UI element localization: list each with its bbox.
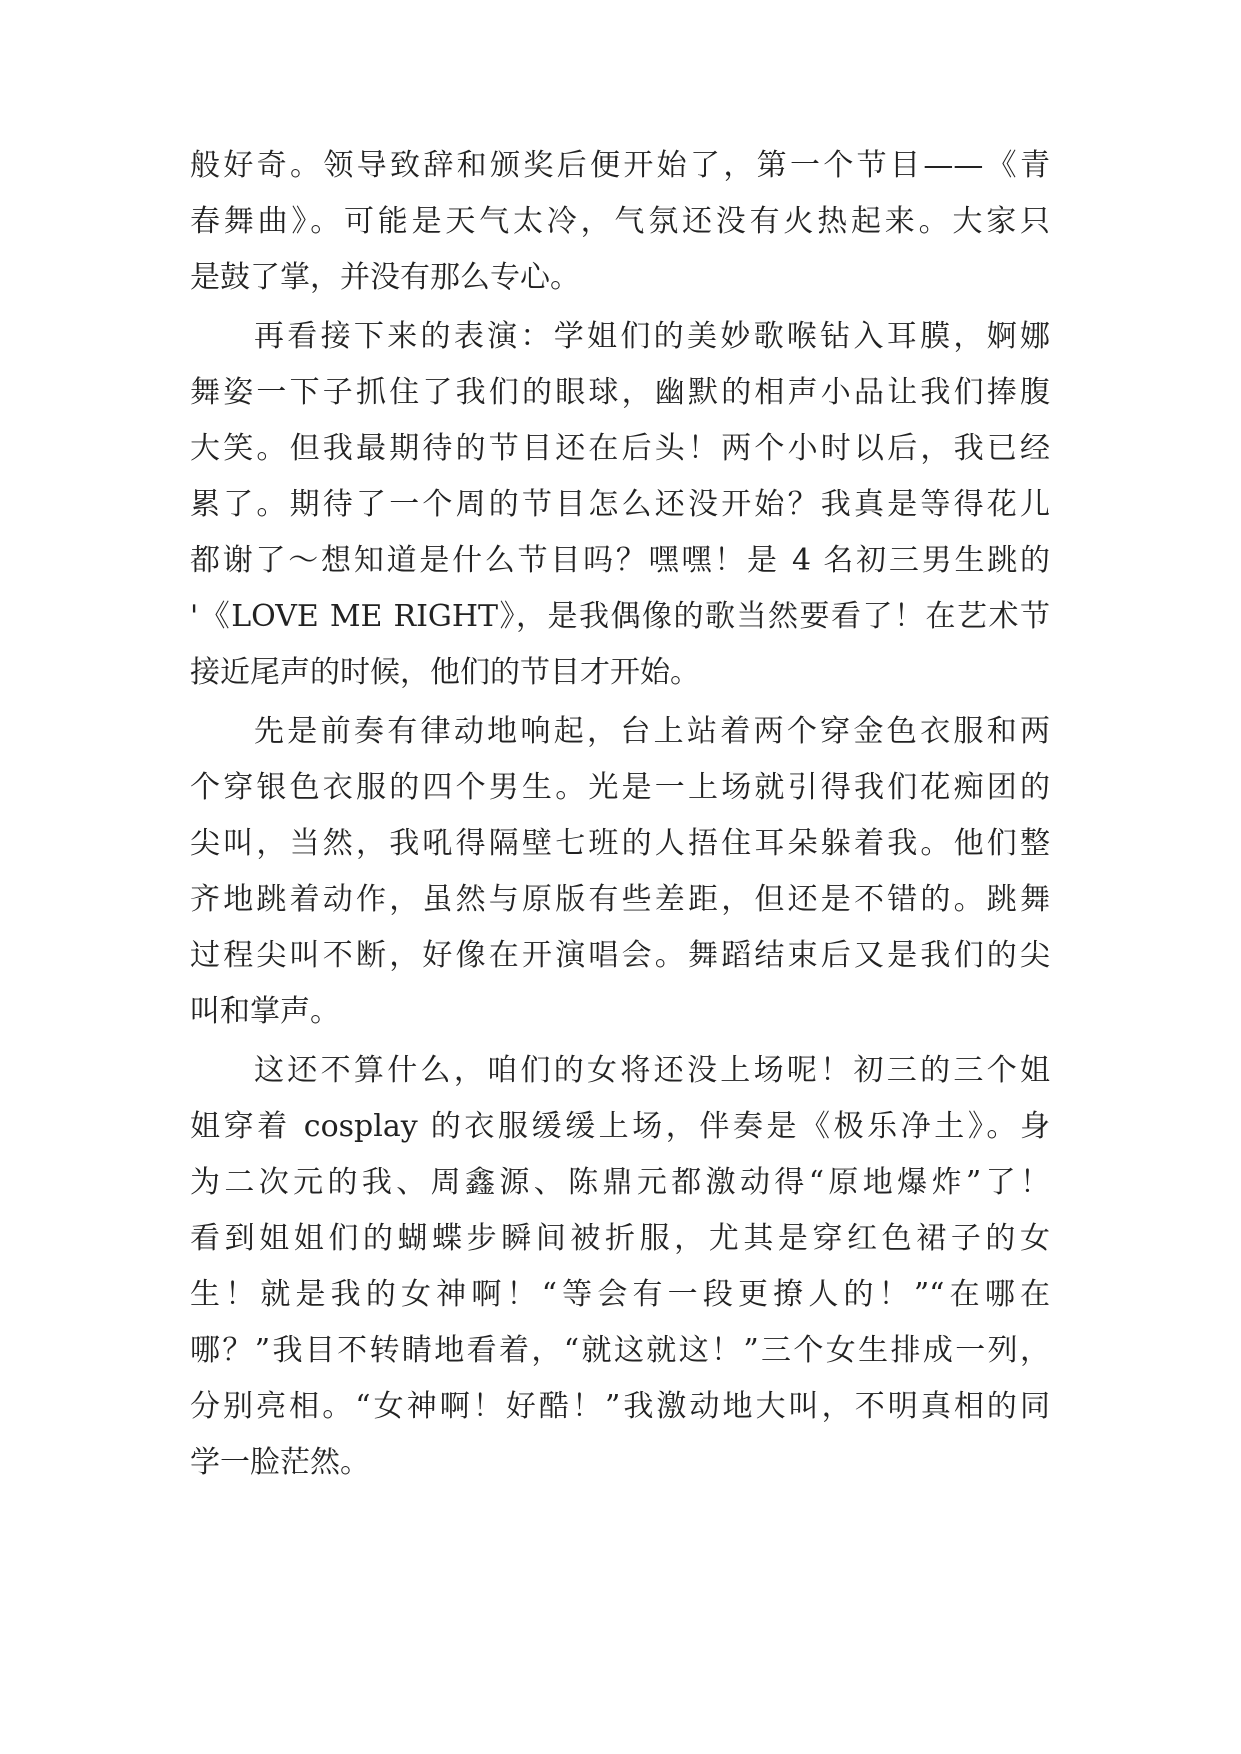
text-line: 尖叫，当然，我吼得隔壁七班的人捂住耳朵躲着我。他们整: [190, 826, 1050, 861]
text-line: 接近尾声的时候，他们的节目才开始。: [190, 655, 700, 690]
text-line: 是鼓了掌，并没有那么专心。: [190, 260, 580, 295]
text-line: 再看接下来的表演：学姐们的美妙歌喉钻入耳膜，婀娜: [254, 319, 1050, 354]
text-line: 个穿银色衣服的四个男生。光是一上场就引得我们花痴团的: [190, 770, 1050, 805]
text-line: 学一脸茫然。: [190, 1445, 370, 1480]
text-line: 舞姿一下子抓住了我们的眼球，幽默的相声小品让我们捧腹: [190, 375, 1050, 410]
text-line: 先是前奏有律动地响起，台上站着两个穿金色衣服和两: [254, 714, 1050, 749]
text-line: 分别亮相。“女神啊！好酷！”我激动地大叫，不明真相的同: [190, 1389, 1050, 1424]
text-line: 春舞曲》。可能是天气太冷，气氛还没有火热起来。大家只: [190, 204, 1050, 239]
text-line: 生！就是我的女神啊！“等会有一段更撩人的！”“在哪在: [190, 1277, 1050, 1312]
text-line: 哪？”我目不转睛地看着，“就这就这！”三个女生排成一列，: [190, 1333, 1050, 1368]
text-line: 姐穿着 cosplay 的衣服缓缓上场，伴奏是《极乐净土》。身: [190, 1109, 1050, 1144]
paragraph-1: [190, 138, 1050, 306]
text-line: '《LOVE ME RIGHT》，是我偶像的歌当然要看了！在艺术节: [190, 599, 1050, 634]
text-line: 看到姐姐们的蝴蝶步瞬间被折服，尤其是穿红色裙子的女: [190, 1221, 1050, 1256]
paragraph-3: [190, 704, 1050, 1040]
text-line: 叫和掌声。: [190, 994, 340, 1029]
document-body: [190, 138, 1050, 1491]
text-line: 过程尖叫不断，好像在开演唱会。舞蹈结束后又是我们的尖: [190, 938, 1050, 973]
paragraph-4: [190, 1043, 1050, 1491]
text-line: 齐地跳着动作，虽然与原版有些差距，但还是不错的。跳舞: [190, 882, 1050, 917]
text-line: 为二次元的我、周鑫源、陈鼎元都激动得“原地爆炸”了！: [190, 1165, 1050, 1200]
paragraph-2: [190, 309, 1050, 701]
text-line: 大笑。但我最期待的节目还在后头！两个小时以后，我已经: [190, 431, 1050, 466]
text-line: 这还不算什么，咱们的女将还没上场呢！初三的三个姐: [254, 1053, 1050, 1088]
text-line: 都谢了～想知道是什么节目吗？嘿嘿！是 4 名初三男生跳的: [190, 543, 1050, 578]
text-line: 累了。期待了一个周的节目怎么还没开始？我真是等得花儿: [190, 487, 1050, 522]
text-line: 般好奇。领导致辞和颁奖后便开始了，第一个节目——《青: [190, 148, 1050, 183]
